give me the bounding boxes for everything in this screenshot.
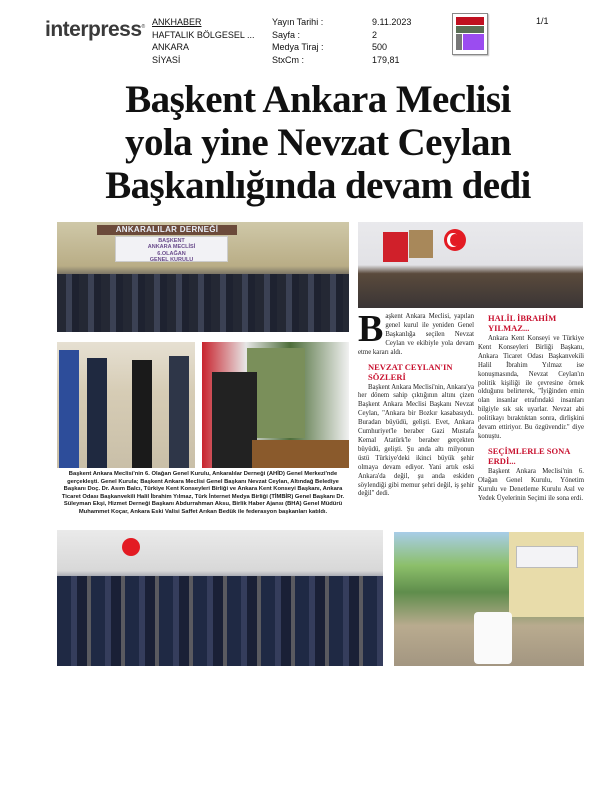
event-banner <box>516 546 578 568</box>
certificate-group-photo <box>57 530 383 666</box>
thumbnail-photo <box>456 26 484 33</box>
interpress-logo: interpress® <box>45 18 145 41</box>
banner-line: ANKARA MECLİSİ <box>147 244 196 251</box>
subhead-halil-ibrahim: HALİL İBRAHİM YILMAZ... <box>488 313 557 333</box>
intro-paragraph: aşkent Ankara Meclisi, yapılan genel kurul ile yeniden Genel Başkanlığa seçilen Nevzat Ceylan ve ekibiyle yola devam etme kararı aldı. <box>358 313 474 356</box>
circulation-label: Medya Tiraj : <box>272 42 324 52</box>
page-value: 2 <box>372 29 378 40</box>
headline-line-1: Başkent Ankara Meclisi <box>125 78 511 121</box>
article-column-1 <box>358 308 474 499</box>
photo-caption: Başkent Ankara Meclisi'nin 6. Olağan Genel Kurulu, Ankaralılar Derneği (AHİD) Genel Merkezi'nde gerçekleşti. Genel Kurula; Başkent Ankara Meclisi Genel Başkanı Nevzat Ceylan, Altındağ Belediye Başkanı Doç. Dr. Asım Balcı, Türkiye Kent Konseyleri Birliği ve Ankara Kent Konseyi Başkanı, Ankara Ticaret Odası Başkanvekili Halil İbrahim Yılmaz, Türk İnternet Medya Birliği (TİMBİR) Genel Başkanı Dr. Süleyman Ekşi, Hizmet Derneği Başkanı Abdurrahman Aksu, Birlik Haber Ajansı (BHA) Genel Müdürü Muhammet Koçar, Ankara Eski Valisi Saffet Arıkan Bedük ile federasyon başkanları katıldı. <box>61 471 345 515</box>
outdoor-group-photo <box>394 532 584 666</box>
publication-name: ANKHABER <box>152 17 202 27</box>
circulation-value: 500 <box>372 42 388 52</box>
turkish-flag-icon <box>122 538 140 556</box>
page-thumbnail[interactable] <box>452 13 488 55</box>
body-paragraph: Ankara Kent Konseyi ve Türkiye Kent Konseyleri Birliği Başkanı, Ankara Ticaret Odası Başkanvekili Halil İbrahim Yılmaz ise konuşmasında, Nevzat Ceylan'ın politik kişiliği ile çevresine örnek olduğunu belirterek, "İyiğinden emin olan insanlar etrafındaki insanları bilgiyle sık sık uyarlar. Nevzat abi politikayı bıraktıktan sonra, dirlişkini devam ettiriyor. Bu özgüvendir." diye konuştu. <box>478 335 584 440</box>
building <box>509 532 584 617</box>
banner-line: BAŞKENT <box>158 238 185 244</box>
speaker <box>212 372 257 468</box>
cocktail-table <box>474 612 512 664</box>
meeting-hall-photo <box>358 222 583 308</box>
article-column-2 <box>478 313 584 504</box>
subhead-secimler: SEÇİMLERLE SONA ERDİ... <box>488 445 570 466</box>
meta-values <box>372 16 411 66</box>
article-headline <box>54 78 582 207</box>
date-label: Yayın Tarihi : <box>272 17 324 27</box>
crowd <box>57 274 349 332</box>
building-sign: ANKARALILAR DERNEĞİ <box>97 225 237 235</box>
page-label: Sayfa : <box>272 29 301 40</box>
publication-city: ANKARA <box>152 42 190 52</box>
person <box>132 360 152 468</box>
speaker-photo <box>202 342 349 468</box>
crowd <box>57 576 383 666</box>
ataturk-portrait <box>409 230 433 258</box>
publication-period: HAFTALIK BÖLGESEL ... <box>152 29 255 40</box>
publication-category: SİYASİ <box>152 54 181 65</box>
stxcm-label: StxCm : <box>272 54 305 65</box>
page-count: 1/1 <box>536 16 549 26</box>
banner-line: 6.OLAĞAN <box>157 250 186 257</box>
event-banner <box>115 236 228 262</box>
meta-labels <box>272 16 324 66</box>
banner-line: GENEL KURULU <box>149 256 194 263</box>
body-paragraph: Başkent Ankara Meclisi'nin 6. Olağan Genel Kurulu, Yönetim Kurulu ve Denetleme Kurulu Asıl ve Yedek Üyelerinin Seçimi ile sona erdi. <box>478 467 584 502</box>
date-value: 9.11.2023 <box>372 17 412 27</box>
group-photo-building <box>57 222 349 332</box>
headline-line-3: Başkanlığında devam dedi <box>105 164 531 207</box>
podium-desk <box>252 440 349 468</box>
thumbnail-highlight <box>463 34 484 50</box>
thumbnail-headline <box>456 17 484 25</box>
headline-line-2: yola yine Nevzat Ceylan <box>125 121 511 164</box>
conversation-photo <box>57 342 195 468</box>
turkish-flag-icon <box>444 229 466 251</box>
thumbnail-sidebar <box>456 34 462 50</box>
red-flag <box>383 232 408 262</box>
body-paragraph: Başkent Ankara Meclisi'nin, Ankara'ya her dönem sahip çıktığının altını çizen Başkent Ankara Meclisi Başkanı Nevzat Ceylan, "Ankara bir Bozkır kasabasıydı. Buradan büyüdü, gelişti. Evet, Ankara Cumhuriyet'le beraber Gazi Mustafa Kemal Atatürk'le beraber gerçekten büyüdü, gelişti. Şu anda altı milyonun üstü Türkiye'deki ikinci büyük şehir olmaya devam ediyor. Yani artık eski Ankara'da değil, şu anda eskiden söylendiği gibi memur şehri değil, iş şehir değil" dedi. <box>358 383 474 498</box>
person <box>59 350 79 468</box>
person <box>87 358 107 468</box>
person <box>169 356 189 468</box>
drop-cap: B <box>358 308 384 350</box>
subhead-nevzat-ceylan: NEVZAT CEYLAN'IN SÖZLERİ <box>368 361 453 382</box>
stxcm-value: 179,81 <box>372 54 400 65</box>
publication-info <box>152 16 255 66</box>
